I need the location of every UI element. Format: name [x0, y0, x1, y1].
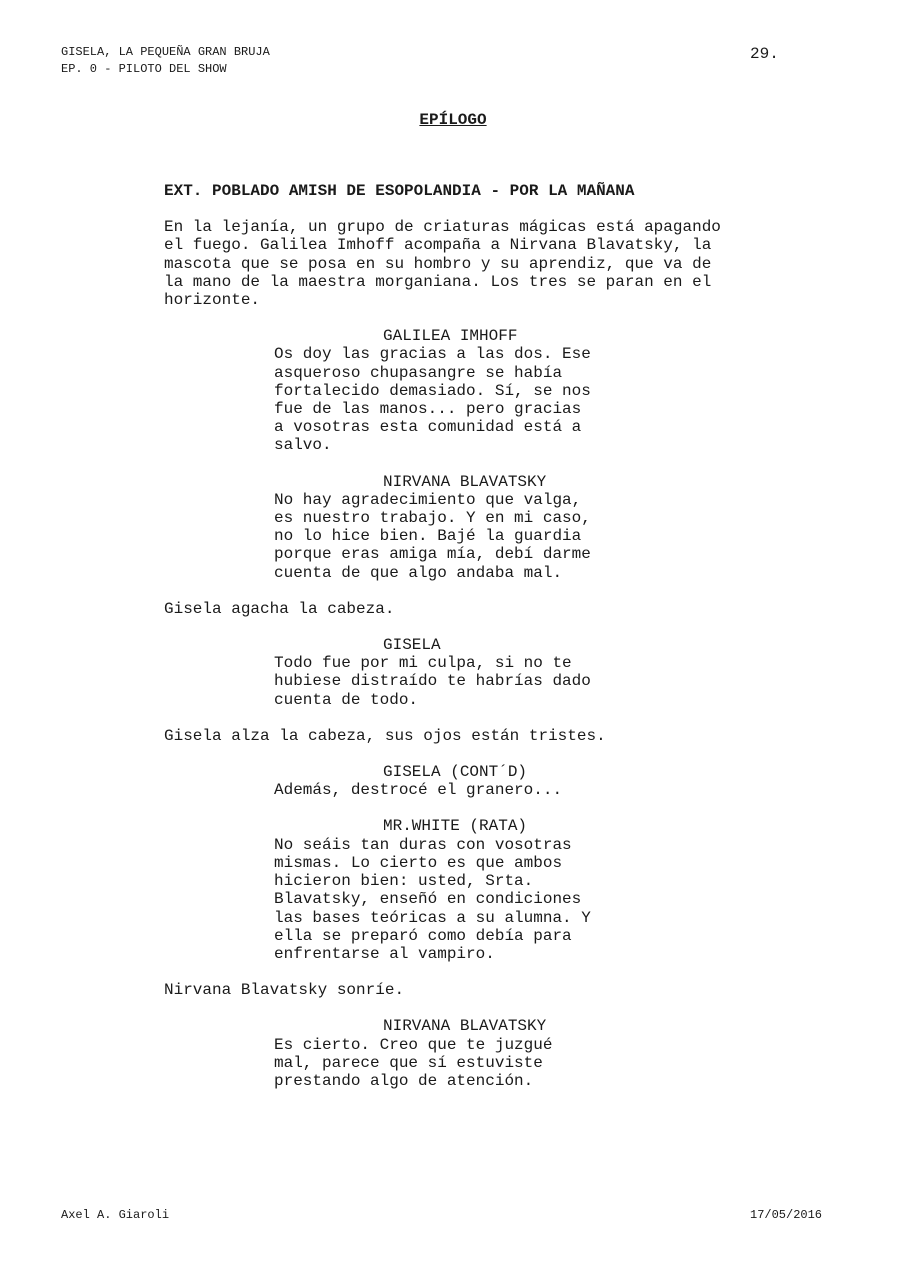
text-line: no lo hice bien. Bajé la guardia	[274, 527, 582, 546]
action-text	[164, 727, 804, 745]
text-line: enfrentarse al vampiro.	[274, 944, 495, 963]
action-block	[164, 981, 804, 999]
text-line: No hay agradecimiento que valga,	[274, 490, 582, 509]
dialogue-block	[164, 473, 824, 582]
page-number: 29.	[750, 45, 779, 63]
header-episode: EP. 0 - PILOTO DEL SHOW	[61, 62, 227, 76]
text-line: Os doy las gracias a las dos. Ese	[274, 345, 591, 364]
text-line: prestando algo de atención.	[274, 1071, 534, 1090]
text-line: fue de las manos... pero gracias	[274, 400, 582, 419]
text-line: salvo.	[274, 436, 332, 455]
header-title: GISELA, LA PEQUEÑA GRAN BRUJA	[61, 45, 270, 59]
text-line: ella se preparó como debía para	[274, 926, 572, 945]
dialogue-block	[164, 817, 824, 963]
text-line: No seáis tan duras con vosotras	[274, 835, 572, 854]
character-name: NIRVANA BLAVATSKY	[383, 1017, 547, 1036]
character-name: GISELA (CONT´D)	[383, 763, 528, 782]
text-line: Todo fue por mi culpa, si no te	[274, 654, 572, 673]
text-line: mismas. Lo cierto es que ambos	[274, 853, 563, 872]
footer-date: 17/05/2016	[750, 1208, 823, 1222]
text-line: horizonte.	[164, 291, 261, 310]
text-line: fortalecido demasiado. Sí, se nos	[274, 381, 591, 400]
dialogue-block	[164, 327, 824, 454]
text-line: Nirvana Blavatsky sonríe.	[164, 981, 405, 1000]
dialogue-block	[164, 636, 824, 709]
action-block	[164, 727, 804, 745]
text-line: las bases teóricas a su alumna. Y	[274, 908, 591, 927]
text-line: hicieron bien: usted, Srta.	[274, 872, 534, 891]
text-line: hubiese distraído te habrías dado	[274, 672, 591, 691]
text-line: Gisela alza la cabeza, sus ojos están tristes.	[164, 726, 606, 745]
dialogue-text	[274, 654, 644, 709]
dialogue-text	[274, 1036, 644, 1091]
text-line: mal, parece que sí estuviste	[274, 1053, 543, 1072]
action-block	[164, 600, 804, 618]
page-header	[61, 44, 270, 78]
text-line: cuenta de que algo andaba mal.	[274, 563, 563, 582]
dialogue-block	[164, 1017, 824, 1090]
text-line: cuenta de todo.	[274, 690, 419, 709]
dialogue-text	[274, 836, 644, 963]
script-body	[164, 182, 824, 1108]
footer-author: Axel A. Giaroli	[61, 1208, 170, 1222]
action-text	[164, 600, 804, 618]
character-name: MR.WHITE (RATA)	[383, 817, 528, 836]
dialogue-text	[274, 781, 644, 799]
text-line: En la lejanía, un grupo de criaturas mágicas está apagando	[164, 218, 721, 237]
dialogue-text	[274, 491, 644, 582]
text-line: porque eras amiga mía, debí darme	[274, 545, 591, 564]
action-text	[164, 218, 804, 309]
scene-heading: EXT. POBLADO AMISH DE ESOPOLANDIA - POR LA MAÑANA	[164, 182, 635, 200]
text-line: asqueroso chupasangre se había	[274, 363, 563, 382]
action-block	[164, 218, 804, 309]
script-blocks	[164, 218, 824, 1090]
text-line: el fuego. Galilea Imhoff acompaña a Nirvana Blavatsky, la	[164, 236, 712, 255]
text-line: Además, destrocé el granero...	[274, 781, 563, 800]
dialogue-text	[274, 345, 644, 454]
text-line: Blavatsky, enseñó en condiciones	[274, 890, 582, 909]
text-line: a vosotras esta comunidad está a	[274, 418, 582, 437]
text-line: Gisela agacha la cabeza.	[164, 599, 395, 618]
text-line: es nuestro trabajo. Y en mi caso,	[274, 509, 591, 528]
action-text	[164, 981, 804, 999]
character-name: GALILEA IMHOFF	[383, 327, 518, 346]
dialogue-block	[164, 763, 824, 799]
text-line: Es cierto. Creo que te juzgué	[274, 1035, 553, 1054]
text-line: la mano de la maestra morganiana. Los tres se paran en el	[164, 272, 712, 291]
character-name: NIRVANA BLAVATSKY	[383, 472, 547, 491]
text-line: mascota que se posa en su hombro y su aprendiz, que va de	[164, 254, 712, 273]
section-title: EPÍLOGO	[419, 111, 487, 129]
character-name: GISELA	[383, 636, 441, 655]
